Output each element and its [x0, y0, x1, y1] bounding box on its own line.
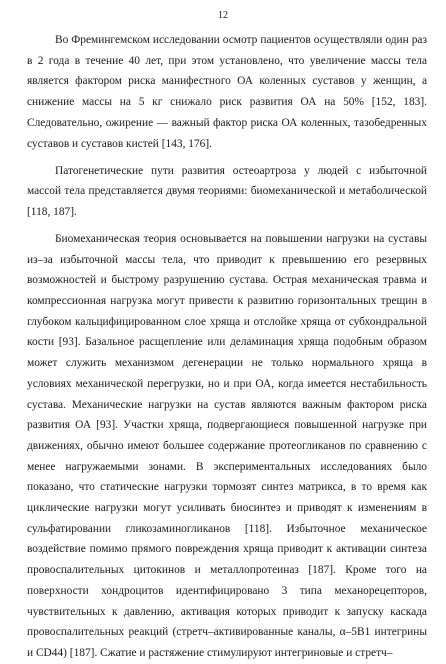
paragraph-pathogenetic-theories: Патогенетические пути развития остеоартроза у людей с избыточной массой тела представляется двумя теориями: биомеханической и метаболической [118, 187].: [27, 164, 427, 218]
document-body: [27, 30, 427, 664]
paragraph-framingham-study: Во Фремингемском исследовании осмотр пациентов осуществляли один раз в 2 года в течение 40 лет, при этом установлено, что увеличение массы тела является фактором риска манифестного ОА коленных суставов у женщин, а снижение массы на 5 кг снижало риск развития ОА на 50% [152, 183]. Следовательно, ожирение — важный фактор риска ОА коленных, тазобедренных суставов и суставов кистей [143, 176].: [27, 34, 427, 150]
page-number: 12: [218, 10, 228, 21]
paragraph-biomechanical-theory: Биомеханическая теория основывается на повышении нагрузки на суставы из–за избыточной массы тела, что приводит к превышению его резервных возможностей и быстрому разрушению сустава. Острая механическая травма и компрессионная нагрузка могут привести к развитию горизонтальных трещин в глубоком кальцифицированном слое хряща и отслойке хряща от субхондральной кости [93]. Базальное расщепление или деламинация хряща подобным образом может служить механизмом дегенерации не только нормального хряща в условиях механической перегрузки, но и при ОА, когда имеется нестабильность сустава. Механические нагрузки на сустав являются важным фактором риска развития ОА [93]. Участки хряща, подвергающиеся повышенной нагрузке при движениях, обычно имеют большее содержание протеогликанов по сравнению с менее нагружаемыми зонами. В экспериментальных исследованиях было показано, что статические нагрузки тормозят синтез матрикса, в то время как циклические нагрузки могут усиливать биосинтез и приводят к изменениям в сульфатировании гликозаминогликанов [118]. Избыточное механическое воздействие помимо прямого повреждения хряща приводит к активации синтеза провоспалительных цитокинов и металлопротеиназ [187]. Кроме того на поверхности хондроцитов идентифицировано 3 типа механорецепторов, чувствительных к давлению, активация которых приводит к запуску каскада провоспалительных реакций (стретч–активированные каналы, α–5В1 интегрины и CD44) [187]. Сжатие и растяжение стимулируют интегриновые и стретч–: [27, 232, 427, 659]
